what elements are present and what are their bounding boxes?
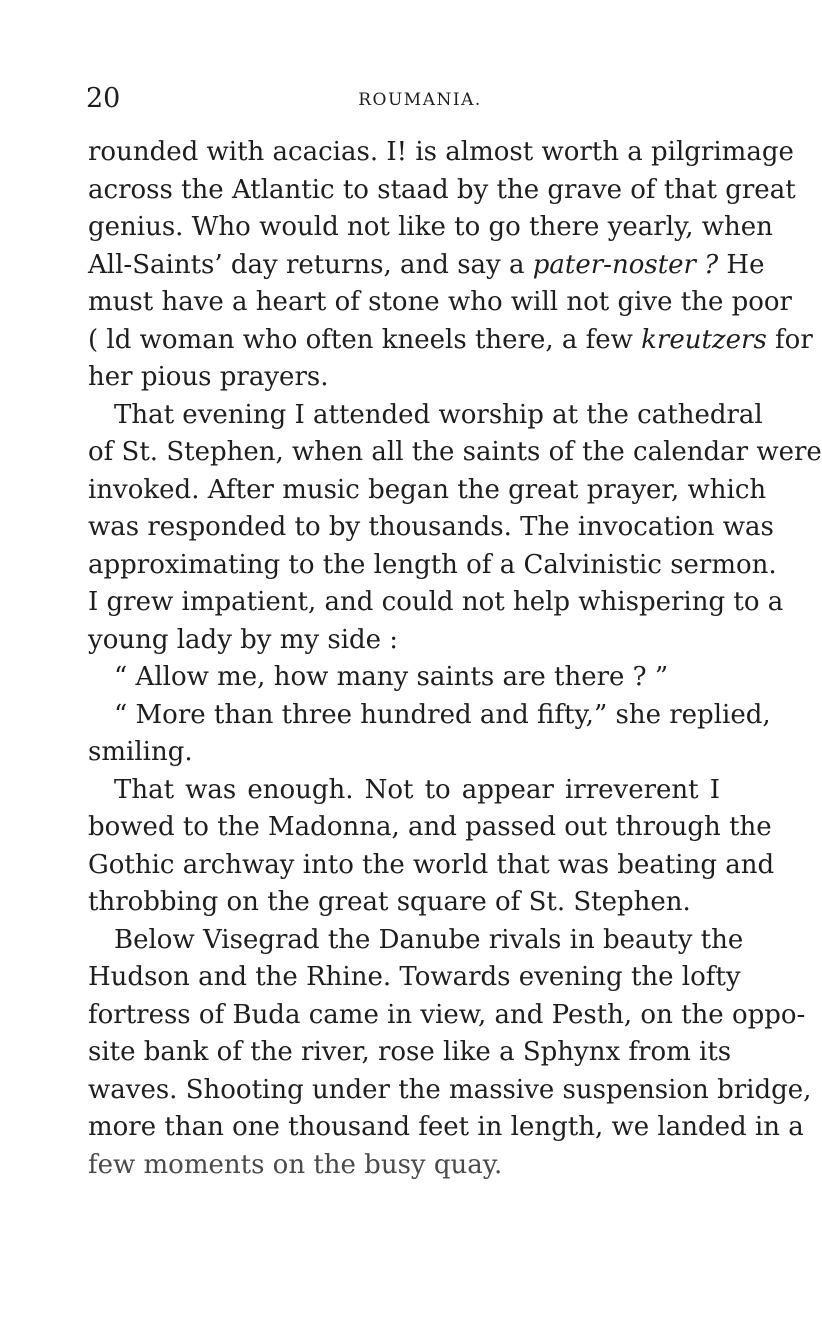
text-line bbox=[0, 995, 806, 1035]
text-run: for bbox=[766, 325, 813, 355]
text-run: fortress of Buda came in view, and Pesth, on the oppo- bbox=[88, 1000, 806, 1030]
text-line bbox=[0, 1070, 812, 1110]
text-run: Hudson and the Rhine. Towards evening the lofty bbox=[88, 962, 741, 992]
text-run: That was enough. Not to appear irreverent I bbox=[114, 775, 720, 805]
text-run: bowed to the Madonna, and passed out through the bbox=[88, 812, 772, 842]
text-line bbox=[0, 620, 800, 660]
text-line bbox=[0, 470, 800, 510]
text-line bbox=[0, 545, 800, 585]
text-run: waves. Shooting under the massive suspension bridge, bbox=[88, 1075, 812, 1105]
text-line bbox=[0, 882, 800, 922]
text-run: All-Saints’ day returns, and say a bbox=[88, 250, 533, 280]
text-run: Gothic archway into the world that was beating and bbox=[88, 850, 775, 880]
text-line bbox=[0, 207, 800, 247]
running-title: ROUMANIA. bbox=[358, 90, 482, 110]
text-line bbox=[0, 695, 800, 735]
text-run: site bank of the river, rose like a Sphynx from its bbox=[88, 1037, 732, 1067]
text-run: “ Allow me, how many saints are there ? ” bbox=[114, 662, 669, 692]
text-run: more than one thousand feet in length, we landed in a bbox=[88, 1112, 804, 1142]
text-run: throbbing on the great square of St. Stephen. bbox=[88, 887, 691, 917]
text-line bbox=[0, 732, 800, 772]
text-line bbox=[0, 1107, 804, 1147]
text-line bbox=[0, 957, 800, 997]
text-line bbox=[0, 920, 800, 960]
text-run: must have a heart of stone who will not give the poor bbox=[88, 287, 792, 317]
italic-text: kreutzers bbox=[641, 325, 767, 355]
text-line bbox=[0, 170, 800, 210]
text-run: was responded to by thousands. The invocation was bbox=[88, 512, 774, 542]
text-line bbox=[0, 1145, 800, 1185]
text-run: young lady by my side : bbox=[88, 625, 399, 655]
text-line bbox=[0, 770, 800, 810]
text-run: across the Atlantic to staad by the grave of that great bbox=[88, 175, 796, 205]
page-number: 20 bbox=[86, 83, 121, 114]
text-run: smiling. bbox=[88, 737, 193, 767]
text-run: approximating to the length of a Calvinistic sermon. bbox=[88, 550, 777, 580]
text-line bbox=[0, 282, 800, 322]
text-line bbox=[0, 320, 813, 360]
text-run: ( ld woman who often kneels there, a few bbox=[88, 325, 642, 355]
text-run: few moments on the busy quay. bbox=[88, 1150, 503, 1180]
text-run: of St. Stephen, when all the saints of the calendar were bbox=[88, 437, 822, 467]
text-line bbox=[0, 245, 800, 285]
text-run: That evening I attended worship at the cathedral bbox=[114, 400, 763, 430]
text-run: her pious prayers. bbox=[88, 362, 329, 392]
text-line bbox=[0, 432, 822, 472]
text-line bbox=[0, 845, 800, 885]
text-line bbox=[0, 507, 800, 547]
text-run: genius. Who would not like to go there yearly, when bbox=[88, 212, 773, 242]
text-line bbox=[0, 132, 800, 172]
text-line bbox=[0, 657, 800, 697]
italic-text: pater-noster ? bbox=[532, 250, 719, 280]
text-run: Below Visegrad the Danube rivals in beauty the bbox=[114, 925, 744, 955]
text-line bbox=[0, 357, 800, 397]
text-run: rounded with acacias. I! is almost worth a pilgrimage bbox=[88, 137, 794, 167]
text-run: I grew impatient, and could not help whispering to a bbox=[88, 587, 784, 617]
text-line bbox=[0, 582, 800, 622]
text-line bbox=[0, 395, 800, 435]
text-run: “ More than three hundred and fifty,” she replied, bbox=[114, 700, 771, 730]
text-run: He bbox=[718, 250, 765, 280]
text-line bbox=[0, 1032, 800, 1072]
text-line bbox=[0, 807, 800, 847]
text-run: invoked. After music began the great prayer, which bbox=[88, 475, 767, 505]
